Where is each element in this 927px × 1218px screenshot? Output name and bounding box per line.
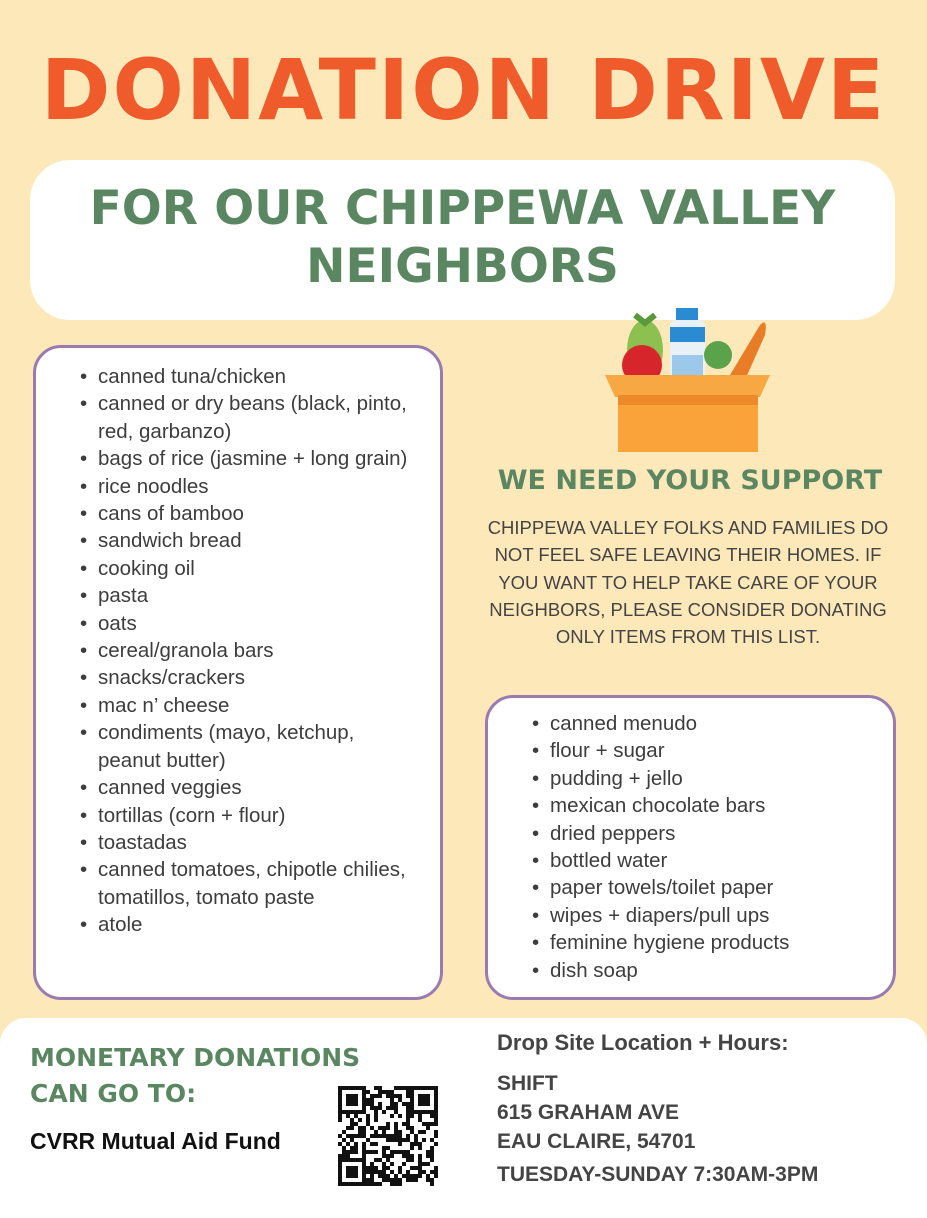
address-line: 615 GRAHAM AVE	[497, 1101, 680, 1124]
donation-list-left	[33, 345, 443, 1000]
list-item: • bottled water	[528, 847, 873, 874]
list-item: • snacks/crackers	[76, 664, 420, 691]
qr-code-icon[interactable]	[338, 1086, 438, 1186]
list-item: • paper towels/toilet paper	[528, 874, 873, 901]
list-item: • mac n’ cheese	[76, 692, 420, 719]
monetary-line-2: CAN GO TO:	[30, 1079, 197, 1108]
drop-site-heading: Drop Site Location + Hours:	[497, 1030, 789, 1055]
monetary-heading	[30, 1040, 360, 1112]
support-text: CHIPPEWA VALLEY FOLKS AND FAMILIES DO NOT FEEL SAFE LEAVING THEIR HOMES. IF YOU WANT TO HELP TAKE CARE OF YOUR NEIGHBORS, PLEASE CONSIDER DONATING ONLY ITEMS FROM THIS LIST.	[487, 517, 889, 648]
drop-site-hours: TUESDAY-SUNDAY 7:30AM-3PM	[497, 1163, 819, 1186]
list-item: • bags of rice (jasmine + long grain)	[76, 445, 420, 472]
list-item: • dried peppers	[528, 820, 873, 847]
support-heading: WE NEED YOUR SUPPORT	[497, 465, 883, 496]
list-item: • oats	[76, 610, 420, 637]
monetary-line-1: MONETARY DONATIONS	[30, 1043, 361, 1072]
list-item: • rice noodles	[76, 473, 420, 500]
list-item: • dish soap	[528, 957, 873, 984]
fund-name: CVRR Mutual Aid Fund	[30, 1128, 281, 1154]
subtitle-banner	[30, 160, 895, 320]
list-item: • feminine hygiene products	[528, 929, 873, 956]
list-item: • mexican chocolate bars	[528, 792, 873, 819]
drop-site-address	[497, 1069, 695, 1156]
page-title: DONATION DRIVE	[40, 41, 887, 139]
subtitle-line-1: FOR OUR CHIPPEWA VALLEY	[89, 181, 836, 236]
donation-list-right	[485, 695, 896, 1000]
list-item: • atole	[76, 911, 420, 938]
address-line: EAU CLAIRE, 54701	[497, 1130, 696, 1153]
list-item: • wipes + diapers/pull ups	[528, 902, 873, 929]
list-item: • cooking oil	[76, 555, 420, 582]
address-line: SHIFT	[497, 1072, 558, 1095]
list-item: • tortillas (corn + flour)	[76, 802, 420, 829]
list-item: • cereal/granola bars	[76, 637, 420, 664]
list-item: • cans of bamboo	[76, 500, 420, 527]
subtitle-line-2: NEIGHBORS	[306, 239, 619, 294]
list-item: • canned tuna/chicken	[76, 363, 420, 390]
list-item: • condiments (mayo, ketchup, peanut butter)	[76, 719, 420, 774]
list-item: • pasta	[76, 582, 420, 609]
list-item: • canned menudo	[528, 710, 873, 737]
list-item: • sandwich bread	[76, 527, 420, 554]
list-item: • canned or dry beans (black, pinto, red, garbanzo)	[76, 390, 420, 445]
list-item: • pudding + jello	[528, 765, 873, 792]
list-item: • canned veggies	[76, 774, 420, 801]
list-item: • canned tomatoes, chipotle chilies, tomatillos, tomato paste	[76, 856, 420, 911]
list-item: • toastadas	[76, 829, 420, 856]
grocery-box-icon	[600, 305, 775, 455]
list-item: • flour + sugar	[528, 737, 873, 764]
